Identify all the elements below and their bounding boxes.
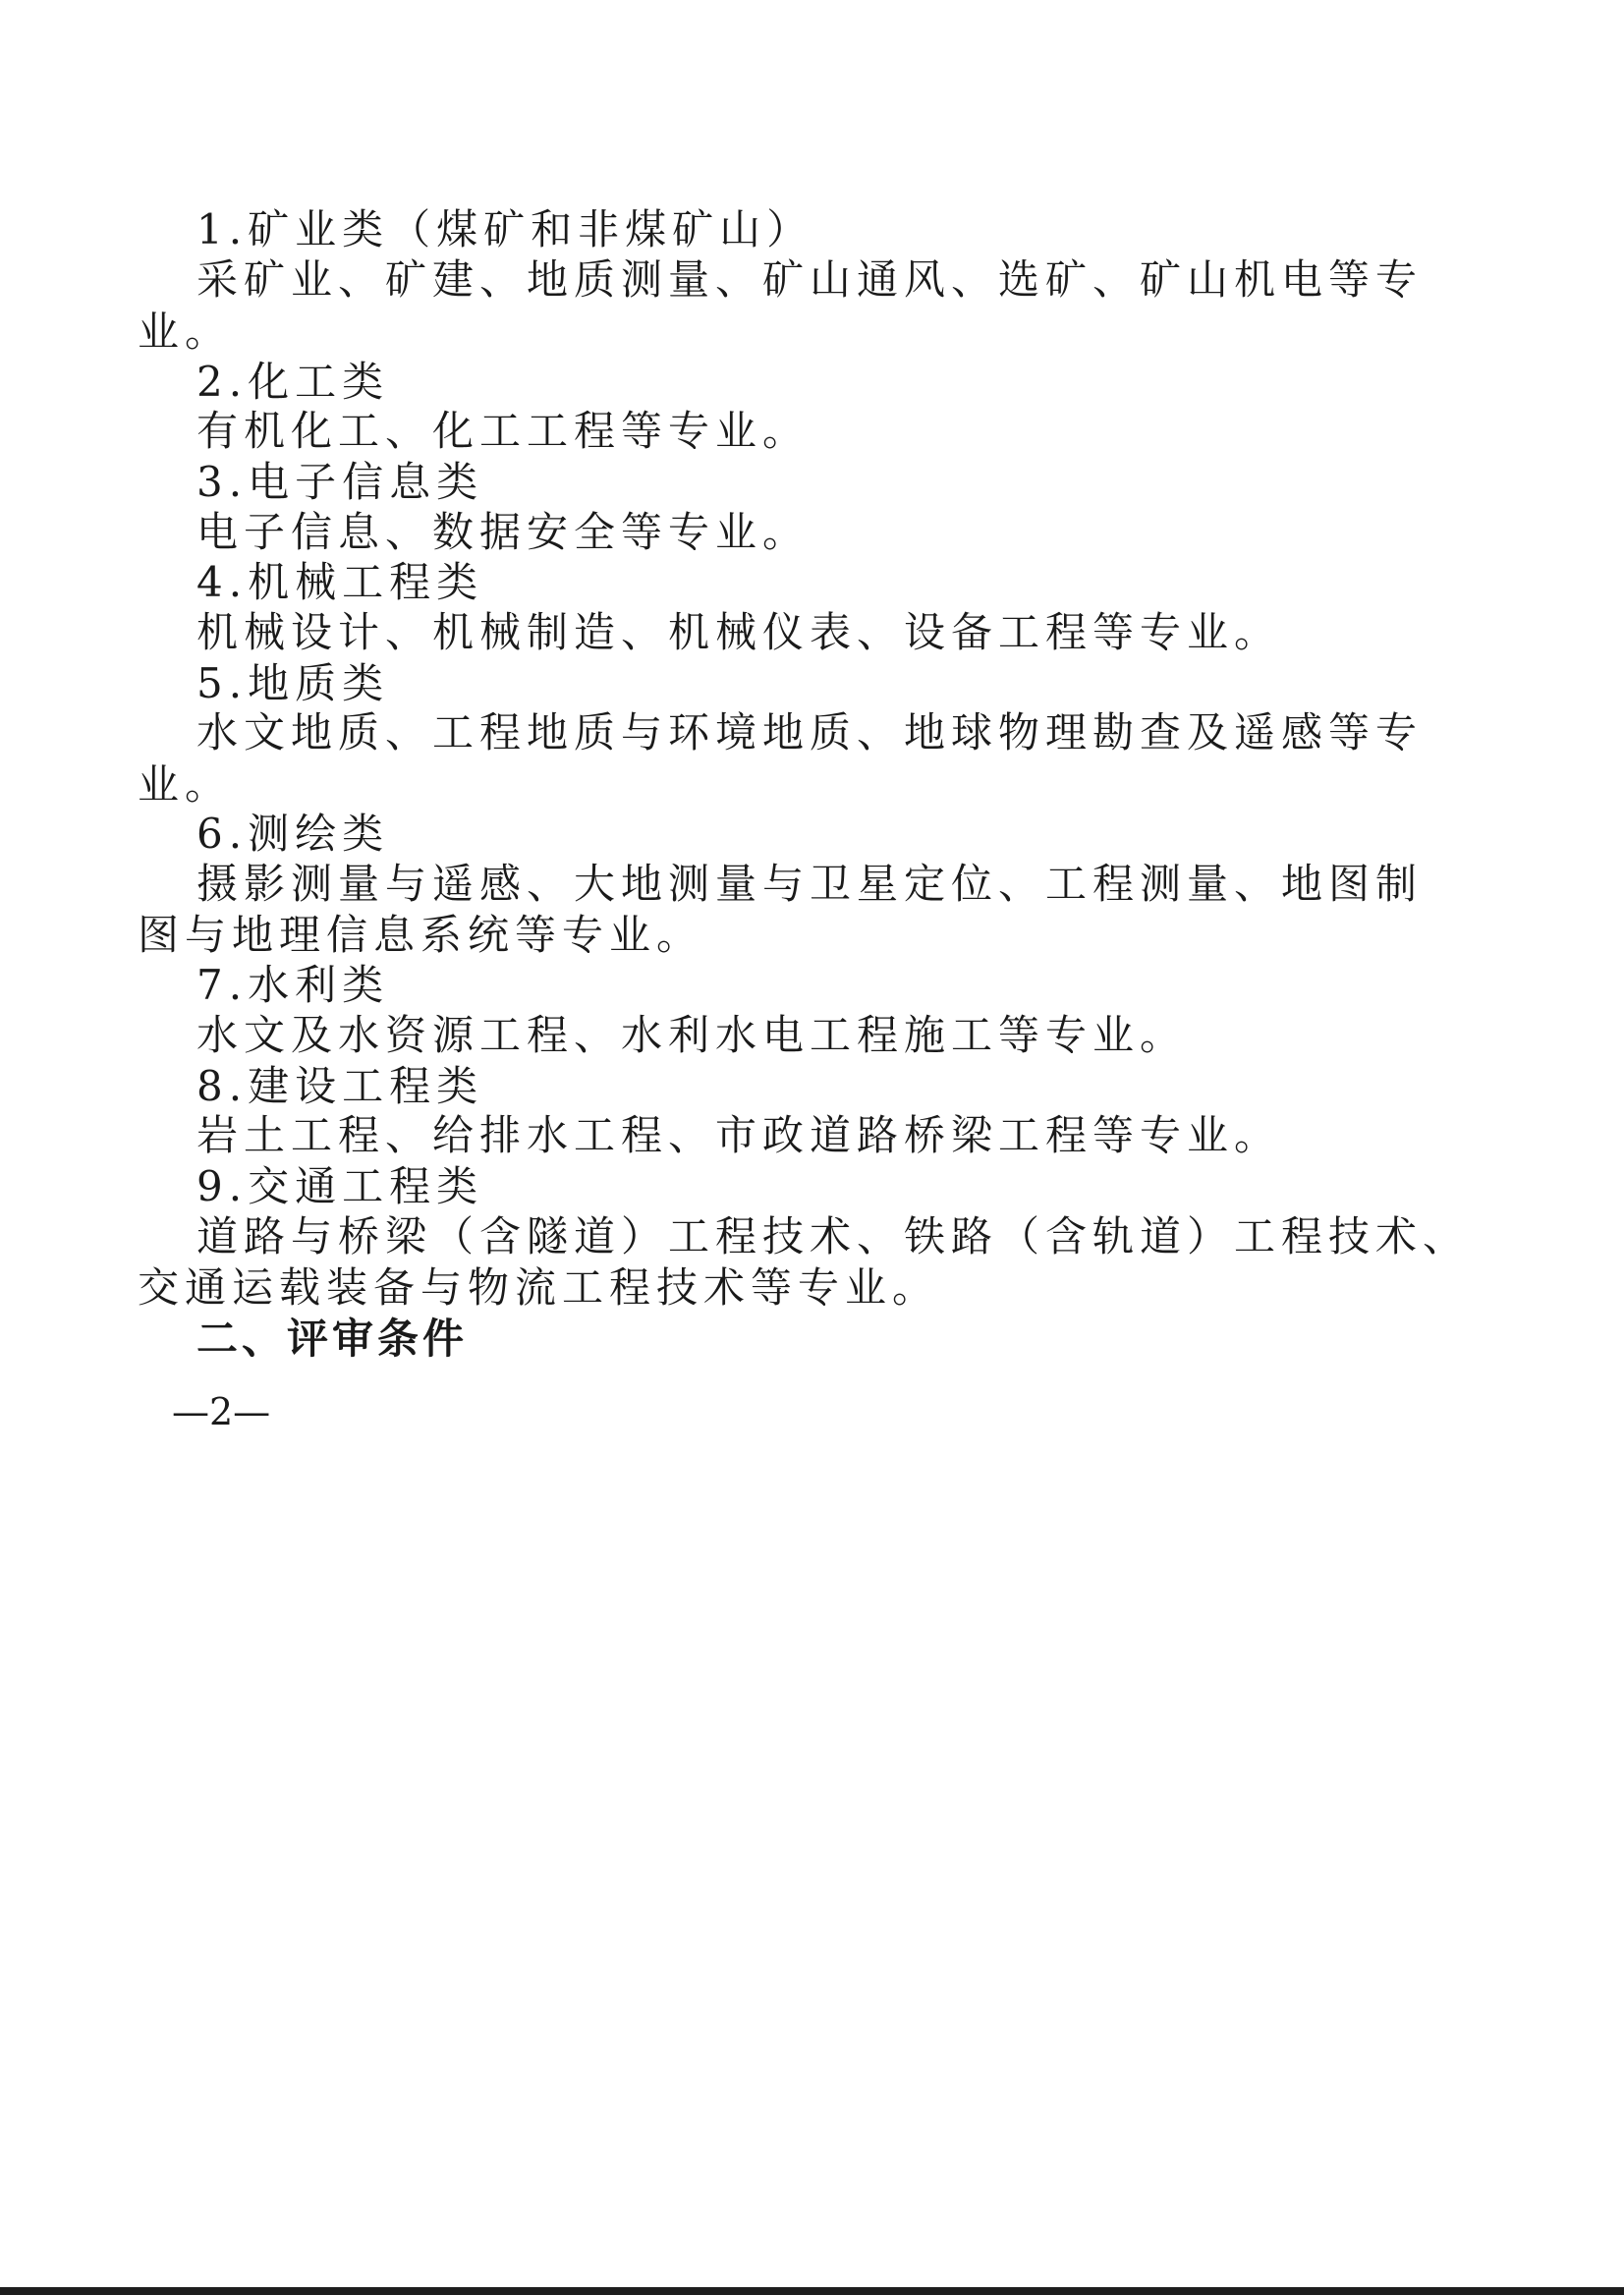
section-heading: 二、评审条件 bbox=[196, 1315, 469, 1363]
item-2-heading: 2.化工类 bbox=[196, 358, 390, 406]
item-5-body-line-1: 水文地质、工程地质与环境地质、地球物理勘查及遥感等专 bbox=[196, 708, 1424, 756]
item-6-heading: 6.测绘类 bbox=[196, 810, 390, 858]
page-number: —2— bbox=[172, 1390, 271, 1433]
item-4-body-line-1: 机械设计、机械制造、机械仪表、设备工程等专业。 bbox=[196, 608, 1282, 656]
item-7-heading: 7.水利类 bbox=[196, 961, 390, 1009]
item-2-body-line-1: 有机化工、化工工程等专业。 bbox=[196, 407, 811, 455]
item-4-heading: 4.机械工程类 bbox=[196, 558, 484, 606]
item-7-body-line-1: 水文及水资源工程、水利水电工程施工等专业。 bbox=[196, 1011, 1188, 1059]
item-8-heading: 8.建设工程类 bbox=[196, 1062, 484, 1110]
item-8-body-line-1: 岩土工程、给排水工程、市政道路桥梁工程等专业。 bbox=[196, 1111, 1282, 1159]
item-1-heading: 1.矿业类（煤矿和非煤矿山） bbox=[196, 205, 814, 253]
item-9-body-line-2: 交通运载装备与物流工程技术等专业。 bbox=[138, 1263, 940, 1312]
item-5-heading: 5.地质类 bbox=[196, 659, 390, 707]
item-5-body-line-2: 业。 bbox=[138, 760, 233, 809]
item-1-body-line-1: 采矿业、矿建、地质测量、矿山通风、选矿、矿山机电等专 bbox=[196, 255, 1424, 304]
item-3-heading: 3.电子信息类 bbox=[196, 458, 484, 506]
item-6-body-line-1: 摄影测量与遥感、大地测量与卫星定位、工程测量、地图制 bbox=[196, 860, 1424, 908]
item-9-heading: 9.交通工程类 bbox=[196, 1162, 484, 1210]
item-1-body-line-2: 业。 bbox=[138, 308, 233, 356]
page-bottom-edge bbox=[0, 2287, 1624, 2295]
item-9-body-line-1: 道路与桥梁（含隧道）工程技术、铁路（含轨道）工程技术、 bbox=[196, 1212, 1471, 1260]
item-3-body-line-1: 电子信息、数据安全等专业。 bbox=[196, 508, 811, 556]
item-6-body-line-2: 图与地理信息系统等专业。 bbox=[138, 911, 704, 959]
